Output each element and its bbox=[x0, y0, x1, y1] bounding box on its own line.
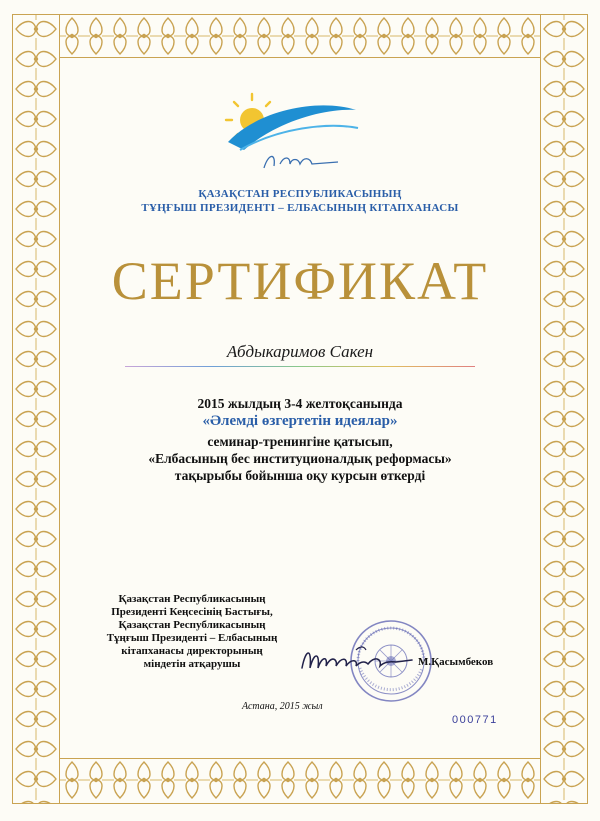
signatory-title-line: Тұңғыш Президенті – Елбасының bbox=[106, 632, 278, 644]
body-line-5: тақырыбы бойынша оқу курсын өткерді bbox=[174, 468, 426, 483]
signatory-title-line: Президенті Кеңсесінің Бастығы, bbox=[111, 606, 273, 618]
body-line-4: «Елбасының бес институционалдық реформасы» bbox=[148, 451, 452, 466]
serial-number: 000771 bbox=[452, 714, 498, 726]
org-name-line-2: ТҰҢҒЫШ ПРЕЗИДЕНТІ – ЕЛБАСЫНЫҢ КІТАПХАНАСЫ bbox=[141, 202, 459, 214]
handwritten-signature-icon bbox=[296, 640, 416, 680]
signatory-title-line: міндетін атқарушы bbox=[143, 658, 241, 670]
recipient-name: Абдыкаримов Сакен bbox=[226, 342, 374, 361]
library-logo bbox=[218, 80, 368, 180]
certificate-title: СЕРТИФИКАТ bbox=[111, 251, 489, 311]
signatory-title-line: кітапханасы директорының bbox=[121, 645, 263, 657]
signatory-name: М.Қасымбеков bbox=[418, 656, 494, 668]
org-name-line-1: ҚАЗАҚСТАН РЕСПУБЛИКАСЫНЫҢ bbox=[198, 188, 402, 200]
ornament-border-bottom bbox=[12, 758, 588, 804]
issue-place-date: Астана, 2015 жыл bbox=[242, 701, 323, 712]
signatory-title-line: Қазақстан Республикасының bbox=[118, 619, 266, 631]
event-date: 2015 жылдың 3-4 желтоқсанында bbox=[197, 396, 403, 411]
seminar-title: «Әлемді өзгертетін идеялар» bbox=[202, 413, 398, 429]
recipient-underline bbox=[125, 366, 475, 367]
signature-logo-icon bbox=[264, 156, 338, 168]
signatory-title-line: Қазақстан Республикасының bbox=[118, 593, 266, 605]
ornament-border-top bbox=[12, 14, 588, 58]
body-line-3: семинар-тренингіне қатысып, bbox=[207, 434, 393, 449]
signatory-title bbox=[92, 593, 292, 671]
